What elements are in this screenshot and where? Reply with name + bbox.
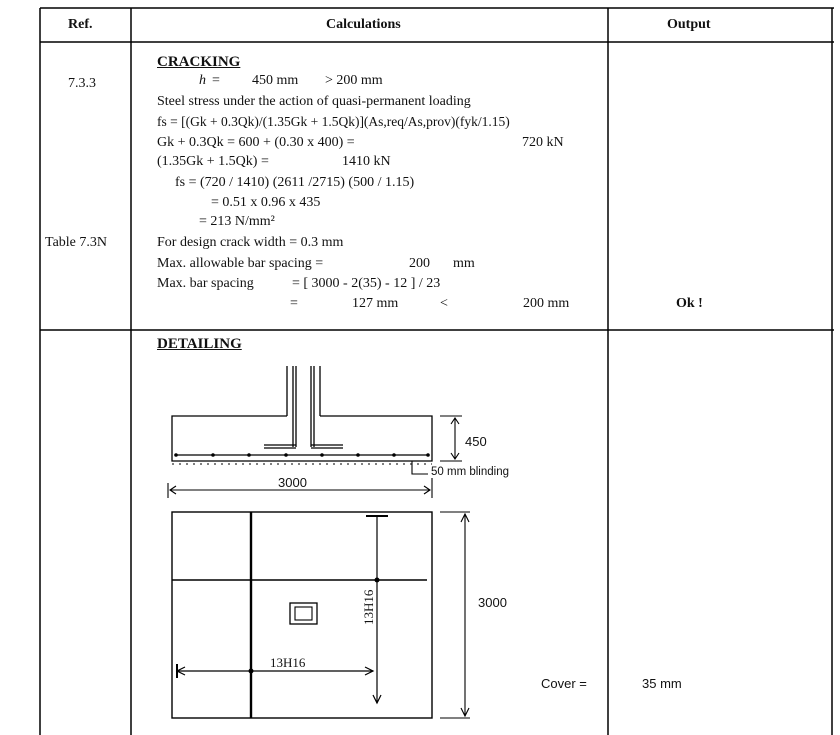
cover-label: Cover = [541,676,587,691]
uls-line: (1.35Gk + 1.5Qk) = [157,154,269,169]
side-label: 3000 [478,595,507,610]
width-label: 3000 [278,475,307,490]
spacing-less-than: < [440,296,448,311]
max-allowable-value: 200 [409,256,430,271]
footing-plan [172,512,432,718]
uls-value: 1410 kN [342,154,391,169]
gk-value: 720 kN [522,135,564,150]
spacing-limit: 200 mm [523,296,570,311]
h-symbol: h [199,73,206,88]
max-allowable-unit: mm [453,256,475,271]
starter-bars [264,366,343,448]
fs-step1: = 0.51 x 0.96 x 435 [211,195,321,210]
depth-label: 450 [465,434,487,449]
bar-label-horizontal: 13H16 [270,655,306,670]
h-condition: > 200 mm [325,73,383,88]
max-spacing-expr: = [ 3000 - 2(35) - 12 ] / 23 [292,276,441,291]
output-ok: Ok ! [676,296,703,311]
gk-line: Gk + 0.3Qk = 600 + (0.30 x 400) = [157,135,355,150]
plan-outline [172,512,432,718]
cover-value: 35 mm [642,676,682,691]
spacing-result: 127 mm [352,296,399,311]
fs-formula: fs = [(Gk + 0.3Qk)/(1.35Gk + 1.5Qk)](As,req/As,prov)(fyk/1.15) [157,114,510,129]
fs-step2: = 213 N/mm² [199,214,275,229]
header-ref: Ref. [68,17,93,32]
blinding-label: 50 mm blinding [431,466,509,478]
side-dimension [440,512,470,718]
header-output: Output [667,17,711,32]
fs-substitution: fs = (720 / 1410) (2611 /2715) (500 / 1.15) [175,175,415,190]
steel-stress-desc: Steel stress under the action of quasi-permanent loading [157,94,471,109]
bar-label-vertical: 13H16 [361,589,376,625]
h-equals: = [212,73,220,88]
plan-column [290,603,317,624]
max-spacing-label: Max. bar spacing [157,276,254,291]
crack-width: For design crack width = 0.3 mm [157,235,344,250]
clause-ref: 7.3.3 [68,76,96,91]
header-calculations: Calculations [326,17,401,32]
table-ref: Table 7.3N [45,235,108,250]
h-value: 450 mm [252,73,299,88]
max-allowable-label: Max. allowable bar spacing = [157,256,324,271]
spacing-equals: = [290,296,298,311]
cracking-title: CRACKING [157,54,241,70]
detailing-title: DETAILING [157,336,242,352]
